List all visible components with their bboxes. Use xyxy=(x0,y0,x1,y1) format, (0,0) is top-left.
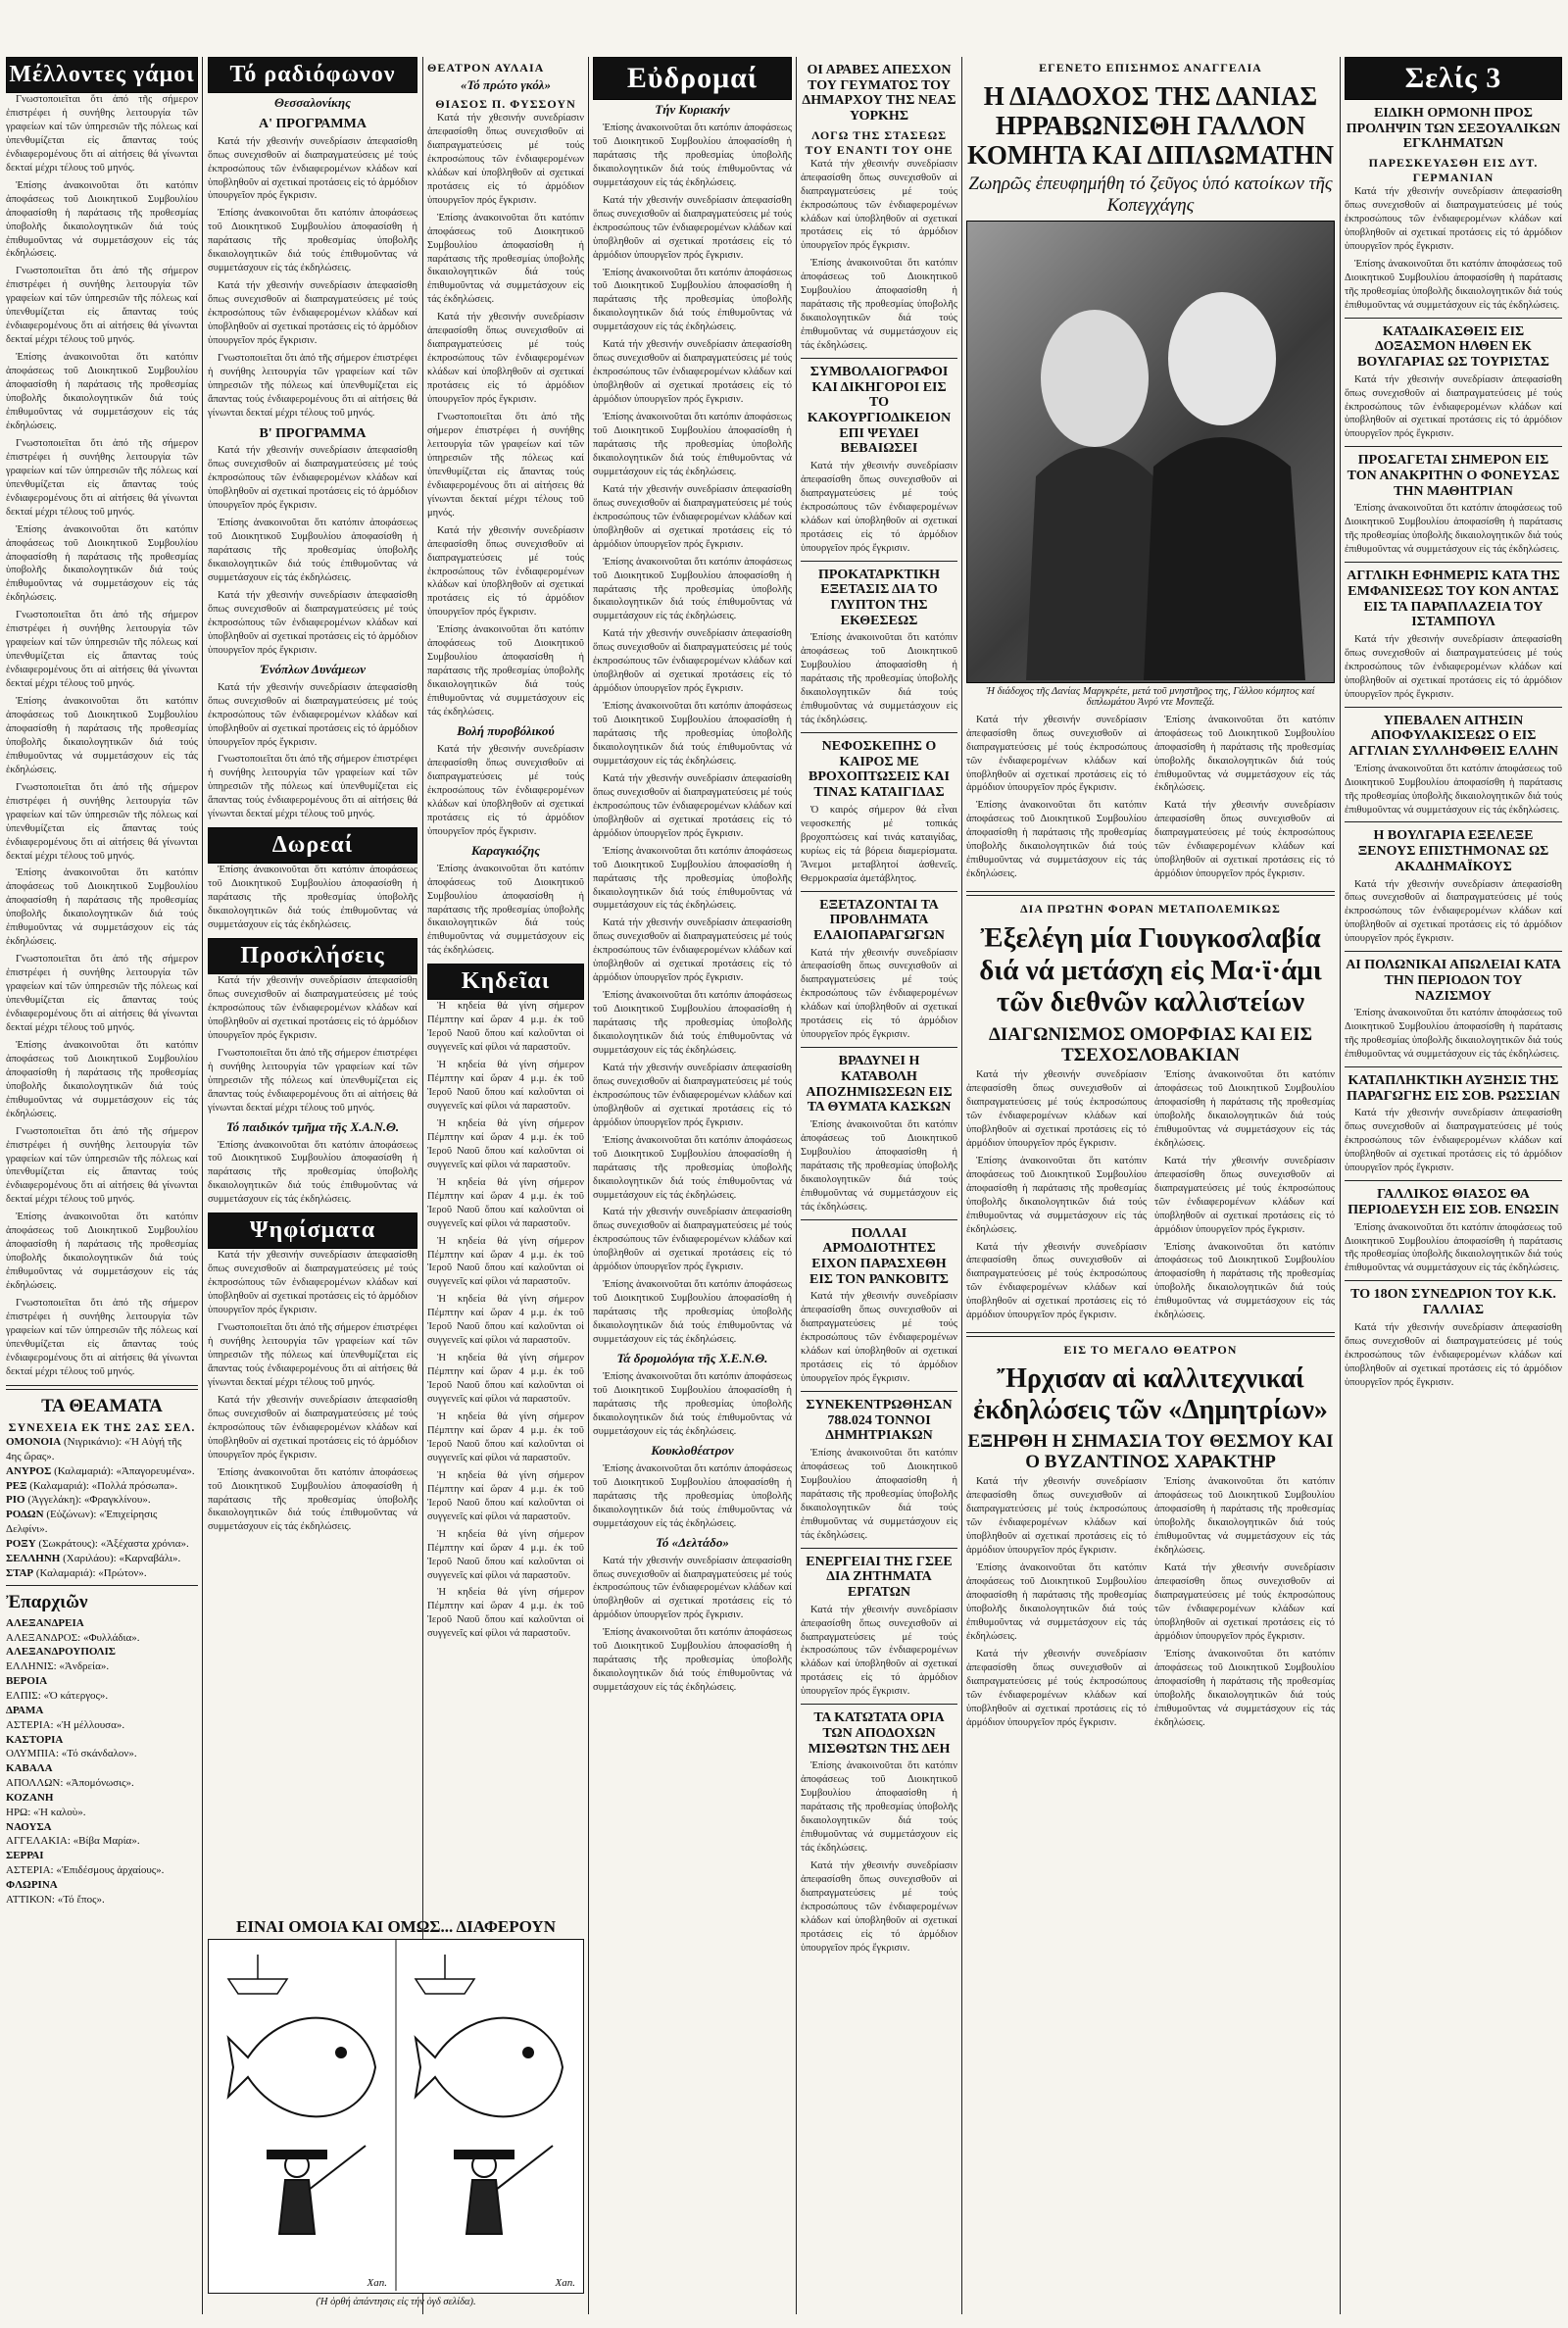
article-text: Κατά τήν χθεσινήν συνεδρίασιν ἀπεφασίσθη ὅπως συνεχισθοῦν αἱ διαπραγματεύσεις μέ τούς ἐκπροσώπους τῶν ἐνδιαφερομένων κλάδων καί ὑποβληθοῦν αἱ σχετικαί προτάσεις εἰς τό ἁρμόδιον ὑπουργεῖον πρός ἔγκρισιν. xyxy=(208,135,417,202)
column-rule xyxy=(796,57,797,2314)
article-text: Κατά τήν χθεσινήν συνεδρίασιν ἀπεφασίσθη ὅπως συνεχισθοῦν αἱ διαπραγματεύσεις μέ τούς ἐκπροσώπους τῶν ἐνδιαφερομένων κλάδων καί ὑποβληθοῦν αἱ σχετικαί προτάσεις εἰς τό ἁρμόδιον ὑπουργεῖον πρός ἔγκρισιν. xyxy=(966,1241,1147,1321)
article-text: Κατά τήν χθεσινήν συνεδρίασιν ἀπεφασίσθη ὅπως συνεχισθοῦν αἱ διαπραγματεύσεις μέ τούς ἐκπροσώπους τῶν ἐνδιαφερομένων κλάδων καί ὑποβληθοῦν αἱ σχετικαί προτάσεις εἰς τό ἁρμόδιον ὑπουργεῖον πρός ἔγκρισιν. xyxy=(593,339,792,406)
article-text: Κατά τήν χθεσινήν συνεδρίασιν ἀπεφασίσθη ὅπως συνεχισθοῦν αἱ διαπραγματεύσεις μέ τούς ἐκπροσώπους τῶν ἐνδιαφερομένων κλάδων καί ὑποβληθοῦν αἱ σχετικαί προτάσεις εἰς τό ἁρμόδιον ὑπουργεῖον πρός ἔγκρισιν. xyxy=(966,1648,1147,1728)
divider xyxy=(801,891,957,892)
article-text: Γνωστοποιεῖται ὅτι ἀπό τῆς σήμερον ἐπιστρέφει ἡ συνήθης λειτουργία τῶν γραφείων καί τῶν ὑπηρεσιῶν τῆς πόλεως καί ὑπενθυμίζεται εἰς ἅπαντας τούς ἐνδιαφερομένους ὅτι αἱ αἰτήσεις θά γίνωνται δεκταί μέχρι τέλους τοῦ μηνός. xyxy=(6,94,198,173)
radiophono-banner: Τό ραδιόφωνον xyxy=(208,57,417,93)
synexeia-kicker: ΣΥΝΕΧΕΙΑ ΕΚ ΤΗΣ 2ΑΣ ΣΕΛ. xyxy=(8,1420,196,1435)
article-text: Κατά τήν χθεσινήν συνεδρίασιν ἀπεφασίσθη ὅπως συνεχισθοῦν αἱ διαπραγματεύσεις μέ τούς ἐκπροσώπους τῶν ἐνδιαφερομένων κλάδων καί ὑποβληθοῦν αἱ σχετικαί προτάσεις εἰς τό ἁρμόδιον ὑπουργεῖον πρός ἔγκρισιν. xyxy=(966,1476,1147,1557)
article-text: Ἐπίσης ἀνακοινοῦται ὅτι κατόπιν ἀποφάσεως τοῦ Διοικητικοῦ Συμβουλίου ἀποφασίσθη ἡ παράτασις τῆς προθεσμίας ὑποβολῆς δικαιολογητικῶν διά τούς ἐπιθυμοῦντας νά συμμετάσχουν εἰς τάς ἐκδηλώσεις. xyxy=(801,1447,957,1541)
divider xyxy=(801,1704,957,1705)
article-text: Ἡ κηδεία θά γίνη σήμερον Πέμπτην καί ὥραν 4 μ.μ. ἐκ τοῦ Ἱεροῦ Ναοῦ ὅπου καί καλοῦνται οἱ συγγενεῖς καί φίλοι νά παραστοῦν. xyxy=(427,1294,584,1347)
orm-heading: ΕΙΔΙΚΗ ΟΡΜΟΝΗ ΠΡΟΣ ΠΡΟΛΗΨΙΝ ΤΩΝ ΣΕΞΟΥΑΛΙΚΩΝ ΕΓΚΛΗΜΑΤΩΝ xyxy=(1346,106,1561,152)
cartoon-block xyxy=(208,1911,584,2313)
article-text: Ἐπίσης ἀνακοινοῦται ὅτι κατόπιν ἀποφάσεως τοῦ Διοικητικοῦ Συμβουλίου ἀποφασίσθη ἡ παράτασις τῆς προθεσμίας ὑποβολῆς δικαιολογητικῶν διά τούς ἐπιθυμοῦντας νά συμμετάσχουν εἰς τάς ἐκδηλώσεις. xyxy=(593,1462,792,1529)
article-text: Κατά τήν χθεσινήν συνεδρίασιν ἀπεφασίσθη ὅπως συνεχισθοῦν αἱ διαπραγματεύσεις μέ τούς ἐκπροσώπους τῶν ἐνδιαφερομένων κλάδων καί ὑποβληθοῦν αἱ σχετικαί προτάσεις εἰς τό ἁρμόδιον ὑπουργεῖον πρός ἔγκρισιν. xyxy=(427,312,584,406)
article-text: Ἐπίσης ἀνακοινοῦται ὅτι κατόπιν ἀποφάσεως τοῦ Διοικητικοῦ Συμβουλίου ἀποφασίσθη ἡ παράτασις τῆς προθεσμίας ὑποβολῆς δικαιολογητικῶν διά τούς ἐπιθυμοῦντας νά συμμετάσχουν εἰς τάς ἐκδηλώσεις. xyxy=(593,1134,792,1201)
mellontes-gamoi-banner: Μέλλοντες γάμοι xyxy=(6,57,198,93)
center-text-columns xyxy=(966,714,1335,885)
divider xyxy=(1345,1180,1562,1181)
article-text: Ἐπίσης ἀνακοινοῦται ὅτι κατόπιν ἀποφάσεως τοῦ Διοικητικοῦ Συμβουλίου ἀποφασίσθη ἡ παράτασις τῆς προθεσμίας ὑποβολῆς δικαιολογητικῶν διά τούς ἐπιθυμοῦντας νά συμμετάσχουν εἰς τάς ἐκδηλώσεις. xyxy=(208,865,417,931)
article-text: Κατά τήν χθεσινήν συνεδρίασιν ἀπεφασίσθη ὅπως συνεχισθοῦν αἱ διαπραγματεύσεις μέ τούς ἐκπροσώπους τῶν ἐνδιαφερομένων κλάδων καί ὑποβληθοῦν αἱ σχετικαί προτάσεις εἰς τό ἁρμόδιον ὑπουργεῖον πρός ἔγκρισιν. xyxy=(208,681,417,748)
article-text: Ἐπίσης ἀνακοινοῦται ὅτι κατόπιν ἀποφάσεως τοῦ Διοικητικοῦ Συμβουλίου ἀποφασίσθη ἡ παράτασις τῆς προθεσμίας ὑποβολῆς δικαιολογητικῶν διά τούς ἐπιθυμοῦντας νά συμμετάσχουν εἰς τάς ἐκδηλώσεις. xyxy=(1345,763,1562,816)
article-text: Ἐπίσης ἀνακοινοῦται ὅτι κατόπιν ἀποφάσεως τοῦ Διοικητικοῦ Συμβουλίου ἀποφασίσθη ἡ παράτασις τῆς προθεσμίας ὑποβολῆς δικαιολογητικῶν διά τούς ἐπιθυμοῦντας νά συμμετάσχουν εἰς τάς ἐκδηλώσεις. xyxy=(593,1371,792,1437)
list-item: ΣΕΡΡΑΙ ΑΣΤΕΡΙΑ: «Ἐπιδέσμους ἀρχαίους». xyxy=(6,1850,165,1877)
cartoon-signature: Xan. xyxy=(367,2277,387,2290)
article-text: Ἡ κηδεία θά γίνη σήμερον Πέμπτην καί ὥραν 4 μ.μ. ἐκ τοῦ Ἱεροῦ Ναοῦ ὅπου καί καλοῦνται οἱ συγγενεῖς καί φίλοι νά παραστοῦν. xyxy=(427,1528,584,1581)
cartoon-signature: Xan. xyxy=(555,2277,575,2290)
theamata-heading: ΤΑ ΘΕΑΜΑΤΑ xyxy=(41,1395,163,1416)
article-text: Κατά τήν χθεσινήν συνεδρίασιν ἀπεφασίσθη ὅπως συνεχισθοῦν αἱ διαπραγματεύσεις μέ τούς ἐκπροσώπους τῶν ἐνδιαφερομένων κλάδων καί ὑποβληθοῦν αἱ σχετικαί προτάσεις εἰς τό ἁρμόδιον ὑπουργεῖον πρός ἔγκρισιν. xyxy=(208,1394,417,1461)
eparxion-list xyxy=(6,1616,198,1907)
voulgaria-heading: Η ΒΟΥΛΓΑΡΙΑ ΕΞΕΛΕΞΕ ΞΕΝΟΥΣ ΕΠΙΣΤΗΜΟΝΑΣ ΩΣ ΑΚΑΔΗΜΑΪΚΟΥΣ xyxy=(1357,828,1549,874)
article-text: Ἐπίσης ἀνακοινοῦται ὅτι κατόπιν ἀποφάσεως τοῦ Διοικητικοῦ Συμβουλίου ἀποφασίσθη ἡ παράτασις τῆς προθεσμίας ὑποβολῆς δικαιολογητικῶν διά τούς ἐπιθυμοῦντας νά συμμετάσχουν εἰς τάς ἐκδηλώσεις. xyxy=(593,412,792,477)
boat-right-icon xyxy=(416,1955,474,1994)
list-item: ΡΟΞΥ (Σωκράτους): «Ἀξέχαστα χρόνια». xyxy=(6,1537,189,1550)
article-text: Κατά τήν χθεσινήν συνεδρίασιν ἀπεφασίσθη ὅπως συνεχισθοῦν αἱ διαπραγματεύσεις μέ τούς ἐκπροσώπους τῶν ἐνδιαφερομένων κλάδων καί ὑποβληθοῦν αἱ σχετικαί προτάσεις εἰς τό ἁρμόδιον ὑπουργεῖον πρός ἔγκρισιν. xyxy=(208,445,417,512)
article-text: Γνωστοποιεῖται ὅτι ἀπό τῆς σήμερον ἐπιστρέφει ἡ συνήθης λειτουργία τῶν γραφείων καί τῶν ὑπηρεσιῶν τῆς πόλεως καί ὑπενθυμίζεται εἰς ἅπαντας τούς ἐνδιαφερομένους ὅτι αἱ αἰτήσεις θά γίνωνται δεκταί μέχρι τέλους τοῦ μηνός. xyxy=(6,1125,198,1206)
synedrion-heading: ΤΟ 18ΟΝ ΣΥΝΕΔΡΙΟΝ ΤΟΥ Κ.Κ. ΓΑΛΛΙΑΣ xyxy=(1350,1287,1556,1318)
article-text: Ἐπίσης ἀνακοινοῦται ὅτι κατόπιν ἀποφάσεως τοῦ Διοικητικοῦ Συμβουλίου ἀποφασίσθη ἡ παράτασις τῆς προθεσμίας ὑποβολῆς δικαιολογητικῶν διά τούς ἐπιθυμοῦντας νά συμμετάσχουν εἰς τάς ἐκδηλώσεις. xyxy=(801,632,957,726)
article-text: Ἐπίσης ἀνακοινοῦται ὅτι κατόπιν ἀποφάσεως τοῦ Διοικητικοῦ Συμβουλίου ἀποφασίσθη ἡ παράτασις τῆς προθεσμίας ὑποβολῆς δικαιολογητικῶν διά τούς ἐπιθυμοῦντας νά συμμετάσχουν εἰς τάς ἐκδηλώσεις. xyxy=(801,258,957,352)
fisherman-right-icon xyxy=(455,2146,553,2234)
article-text: Κατά τήν χθεσινήν συνεδρίασιν ἀπεφασίσθη ὅπως συνεχισθοῦν αἱ διαπραγματεύσεις μέ τούς ἐκπροσώπους τῶν ἐνδιαφερομένων κλάδων καί ὑποβληθοῦν αἱ σχετικαί προτάσεις εἰς τό ἁρμόδιον ὑπουργεῖον πρός ἔγκρισιν. xyxy=(593,917,792,984)
divider xyxy=(801,1047,957,1048)
b-program-heading: Β' ΠΡΟΓΡΑΜΜΑ xyxy=(259,425,367,441)
egeneto-kicker: ΕΓΕΝΕΤΟ ΕΠΙΣΗΜΟΣ ΑΝΑΓΓΕΛΙΑ xyxy=(1039,61,1262,74)
couple-icon xyxy=(967,222,1334,680)
list-item: ΡΕΞ (Καλαμαριά): «Πολλά πρόσωπα». xyxy=(6,1479,178,1492)
theamata-list xyxy=(6,1435,198,1580)
article-text: Κατά τήν χθεσινήν συνεδρίασιν ἀπεφασίσθη ὅπως συνεχισθοῦν αἱ διαπραγματεύσεις μέ τούς ἐκπροσώπους τῶν ἐνδιαφερομένων κλάδων καί ὑποβληθοῦν αἱ σχετικαί προτάσεις εἰς τό ἁρμόδιον ὑπουργεῖον πρός ἔγκρισιν. xyxy=(1345,373,1562,440)
cartoon-drawing xyxy=(209,1940,583,2291)
evdromai-sub: Τήν Κυριακήν xyxy=(655,102,730,117)
megalo-theatro-kicker: ΕΙΣ ΤΟ ΜΕΓΑΛΟ ΘΕΑΤΡΟΝ xyxy=(1063,1343,1238,1358)
article-text: Ἐπίσης ἀνακοινοῦται ὅτι κατόπιν ἀποφάσεως τοῦ Διοικητικοῦ Συμβουλίου ἀποφασίσθη ἡ παράτασις τῆς προθεσμίας ὑποβολῆς δικαιολογητικῶν διά τούς ἐπιθυμοῦντας νά συμμετάσχουν εἰς τάς ἐκδηλώσεις. xyxy=(593,123,792,188)
dia-proti-kicker: ΔΙΑ ΠΡΩΤΗΝ ΦΟΡΑΝ ΜΕΤΑΠΟΛΕΜΙΚΩΣ xyxy=(1020,902,1281,916)
article-text: Κατά τήν χθεσινήν συνεδρίασιν ἀπεφασίσθη ὅπως συνεχισθοῦν αἱ διαπραγματεύσεις μέ τούς ἐκπροσώπους τῶν ἐνδιαφερομένων κλάδων καί ὑποβληθοῦν αἱ σχετικαί προτάσεις εἰς τό ἁρμόδιον ὑπουργεῖον πρός ἔγκρισιν. xyxy=(1345,1321,1562,1388)
article-text: Κατά τήν χθεσινήν συνεδρίασιν ἀπεφασίσθη ὅπως συνεχισθοῦν αἱ διαπραγματεύσεις μέ τούς ἐκπροσώπους τῶν ἐνδιαφερομένων κλάδων καί ὑποβληθοῦν αἱ σχετικαί προτάσεις εἰς τό ἁρμόδιον ὑπουργεῖον πρός ἔγκρισιν. xyxy=(593,1207,792,1273)
article-text: Ἐπίσης ἀνακοινοῦται ὅτι κατόπιν ἀποφάσεως τοῦ Διοικητικοῦ Συμβουλίου ἀποφασίσθη ἡ παράτασις τῆς προθεσμίας ὑποβολῆς δικαιολογητικῶν διά τούς ἐπιθυμοῦντας νά συμμετάσχουν εἰς τάς ἐκδηλώσεις. xyxy=(593,845,792,912)
royal-couple-photo xyxy=(966,221,1335,683)
katotata-heading: ΤΑ ΚΑΤΩΤΑΤΑ ΟΡΙΑ ΤΩΝ ΑΠΟΔΟΧΩΝ ΜΙΣΘΩΤΩΝ ΤΗΣ ΔΕΗ xyxy=(808,1710,951,1757)
exirthi-heading: ΕΞΗΡΘΗ Η ΣΗΜΑΣΙΑ ΤΟΥ ΘΕΣΜΟΥ ΚΑΙ Ο ΒΥΖΑΝΤΙΝΟΣ ΧΑΡΑΚΤΗΡ xyxy=(967,1430,1334,1473)
article-text: Ἐπίσης ἀνακοινοῦται ὅτι κατόπιν ἀποφάσεως τοῦ Διοικητικοῦ Συμβουλίου ἀποφασίσθη ἡ παράτασις τῆς προθεσμίας ὑποβολῆς δικαιολογητικῶν διά τούς ἐπιθυμοῦντας νά συμμετάσχουν εἰς τάς ἐκδηλώσεις. xyxy=(593,556,792,622)
article-text: Ἡ κηδεία θά γίνη σήμερον Πέμπτην καί ὥραν 4 μ.μ. ἐκ τοῦ Ἱεροῦ Ναοῦ ὅπου καί καλοῦνται οἱ συγγενεῖς καί φίλοι νά παραστοῦν. xyxy=(427,1060,584,1112)
divider xyxy=(801,1391,957,1392)
divider xyxy=(801,358,957,359)
boat-left-icon xyxy=(228,1955,287,1994)
list-item: ΔΡΑΜΑ ΑΣΤΕΡΙΑ: «Ἡ μέλλουσα». xyxy=(6,1704,125,1731)
eparxion-heading: Ἐπαρχιῶν xyxy=(6,1592,88,1613)
katapliktiki-heading: ΚΑΤΑΠΛΗΚΤΙΚΗ ΑΥΞΗΣΙΣ ΤΗΣ ΠΑΡΑΓΩΓΗΣ ΕΙΣ ΣΟΒ. ΡΩΣΣΙΑΝ xyxy=(1347,1073,1560,1104)
article-text: Ἐπίσης ἀνακοινοῦται ὅτι κατόπιν ἀποφάσεως τοῦ Διοικητικοῦ Συμβουλίου ἀποφασίσθη ἡ παράτασις τῆς προθεσμίας ὑποβολῆς δικαιολογητικῶν διά τούς ἐπιθυμοῦντας νά συμμετάσχουν εἰς τάς ἐκδηλώσεις. xyxy=(593,1627,792,1694)
column-rule xyxy=(202,57,203,2314)
radiophono-sub: Θεσσαλονίκης xyxy=(274,95,351,110)
prokatarktiki-heading: ΠΡΟΚΑΤΑΡΚΤΙΚΗ ΕΞΕΤΑΣΙΣ ΔΙΑ ΤΟ ΓΛΥΠΤΟΝ ΤΗΣ ΕΚΘΕΣΕΩΣ xyxy=(817,567,941,628)
divider xyxy=(966,891,1335,896)
article-text: Γνωστοποιεῖται ὅτι ἀπό τῆς σήμερον ἐπιστρέφει ἡ συνήθης λειτουργία τῶν γραφείων καί τῶν ὑπηρεσιῶν τῆς πόλεως καί ὑπενθυμίζεται εἰς ἅπαντας τούς ἐνδιαφερομένους ὅτι αἱ αἰτήσεις θά γίνωνται δεκταί μέχρι τέλους τοῦ μηνός. xyxy=(208,754,417,820)
article-text: Ἡ κηδεία θά γίνη σήμερον Πέμπτην καί ὥραν 4 μ.μ. ἐκ τοῦ Ἱεροῦ Ναοῦ ὅπου καί καλοῦνται οἱ συγγενεῖς καί φίλοι νά παραστοῦν. xyxy=(427,1176,584,1229)
fisherman-left-icon xyxy=(268,2146,366,2234)
divider xyxy=(801,732,957,733)
article-text: Γνωστοποιεῖται ὅτι ἀπό τῆς σήμερον ἐπιστρέφει ἡ συνήθης λειτουργία τῶν γραφείων καί τῶν ὑπηρεσιῶν τῆς πόλεως καί ὑπενθυμίζεται εἰς ἅπαντας τούς ἐνδιαφερομένους ὅτι αἱ αἰτήσεις θά γίνωνται δεκταί μέχρι τέλους τοῦ μηνός. xyxy=(6,1298,198,1377)
column-1 xyxy=(6,57,198,2314)
article-text: Ἡ κηδεία θά γίνη σήμερον Πέμπτην καί ὥραν 4 μ.μ. ἐκ τοῦ Ἱεροῦ Ναοῦ ὅπου καί καλοῦνται οἱ συγγενεῖς καί φίλοι νά παραστοῦν. xyxy=(427,1412,584,1463)
synkentrothisan-heading: ΣΥΝΕΚΕΝΤΡΩΘΗΣΑΝ 788.024 ΤΟΝΝΟΙ ΔΗΜΗΤΡΙΑΚΩΝ xyxy=(806,1397,953,1444)
article-text: Γνωστοποιεῖται ὅτι ἀπό τῆς σήμερον ἐπιστρέφει ἡ συνήθης λειτουργία τῶν γραφείων καί τῶν ὑπηρεσιῶν τῆς πόλεως καί ὑπενθυμίζεται εἰς ἅπαντας τούς ἐνδιαφερομένους ὅτι αἱ αἰτήσεις θά γίνωνται δεκταί μέχρι τέλους τοῦ μηνός. xyxy=(427,412,584,519)
selis-banner: Σελίς 3 xyxy=(1345,57,1562,100)
dromologia-heading: Τά δρομολόγια τῆς Χ.Ε.Ν.Θ. xyxy=(616,1351,768,1366)
article-text: Κατά τήν χθεσινήν συνεδρίασιν ἀπεφασίσθη ὅπως συνεχισθοῦν αἱ διαπραγματεύσεις μέ τούς ἐκπροσώπους τῶν ἐνδιαφερομένων κλάδων καί ὑποβληθοῦν αἱ σχετικαί προτάσεις εἰς τό ἁρμόδιον ὑπουργεῖον πρός ἔγκρισιν. xyxy=(427,743,584,837)
article-text: Κατά τήν χθεσινήν συνεδρίασιν ἀπεφασίσθη ὅπως συνεχισθοῦν αἱ διαπραγματεύσεις μέ τούς ἐκπροσώπους τῶν ἐνδιαφερομένων κλάδων καί ὑποβληθοῦν αἱ σχετικαί προτάσεις εἰς τό ἁρμόδιον ὑπουργεῖον πρός ἔγκρισιν. xyxy=(208,280,417,347)
proto-gkol-title: «Τό πρώτο γκόλ» xyxy=(461,77,551,92)
article-text: Ἐπίσης ἀνακοινοῦται ὅτι κατόπιν ἀποφάσεως τοῦ Διοικητικοῦ Συμβουλίου ἀποφασίσθη ἡ παράτασις τῆς προθεσμίας ὑποβολῆς δικαιολογητικῶν διά τούς ἐπιθυμοῦντας νά συμμετάσχουν εἰς τάς ἐκδηλώσεις. xyxy=(1345,503,1562,556)
center-story xyxy=(966,57,1335,2314)
theatron-kicker: ΘΕΑΤΡΟΝ ΑΥΛΑΙΑ xyxy=(427,61,545,74)
article-text: Ἐπίσης ἀνακοινοῦται ὅτι κατόπιν ἀποφάσεως τοῦ Διοικητικοῦ Συμβουλίου ἀποφασίσθη ἡ παράτασις τῆς προθεσμίας ὑποβολῆς δικαιολογητικῶν διά τούς ἐπιθυμοῦντας νά συμμετάσχουν εἰς τάς ἐκδηλώσεις. xyxy=(208,208,417,274)
article-text: Ἐπίσης ἀνακοινοῦται ὅτι κατόπιν ἀποφάσεως τοῦ Διοικητικοῦ Συμβουλίου ἀποφασίσθη ἡ παράτασις τῆς προθεσμίας ὑποβολῆς δικαιολογητικῶν διά τούς ἐπιθυμοῦντας νά συμμετάσχουν εἰς τάς ἐκδηλώσεις. xyxy=(1154,1648,1335,1728)
list-item: ΚΟΖΑΝΗ ΗΡΩ: «Ἡ καλοὺ». xyxy=(6,1791,86,1818)
article-text: Ἐπίσης ἀνακοινοῦται ὅτι κατόπιν ἀποφάσεως τοῦ Διοικητικοῦ Συμβουλίου ἀποφασίσθη ἡ παράτασις τῆς προθεσμίας ὑποβολῆς δικαιολογητικῶν διά τούς ἐπιθυμοῦντας νά συμμετάσχουν εἰς τάς ἐκδηλώσεις. xyxy=(208,518,417,583)
kideiai-banner: Κηδεῖαι xyxy=(427,964,584,1000)
prosagetai-heading: ΠΡΟΣΑΓΕΤΑΙ ΣΗΜΕΡΟΝ ΕΙΣ ΤΟΝ ΑΝΑΚΡΙΤΗΝ Ο ΦΟΝΕΥΣΑΣ ΤΗΝ ΜΑΘΗΤΡΙΑΝ xyxy=(1347,453,1560,499)
divider xyxy=(6,1385,198,1390)
divider xyxy=(1345,951,1562,952)
article-text: Ἐπίσης ἀνακοινοῦται ὅτι κατόπιν ἀποφάσεως τοῦ Διοικητικοῦ Συμβουλίου ἀποφασίσθη ἡ παράτασις τῆς προθεσμίας ὑποβολῆς δικαιολογητικῶν διά τούς ἐπιθυμοῦντας νά συμμετάσχουν εἰς τάς ἐκδηλώσεις. xyxy=(208,1139,417,1206)
article-text: Κατά τήν χθεσινήν συνεδρίασιν ἀπεφασίσθη ὅπως συνεχισθοῦν αἱ διαπραγματεύσεις μέ τούς ἐκπροσώπους τῶν ἐνδιαφερομένων κλάδων καί ὑποβληθοῦν αἱ σχετικαί προτάσεις εἰς τό ἁρμόδιον ὑπουργεῖον πρός ἔγκρισιν. xyxy=(208,1250,417,1316)
article-text: Ἐπίσης ἀνακοινοῦται ὅτι κατόπιν ἀποφάσεως τοῦ Διοικητικοῦ Συμβουλίου ἀποφασίσθη ἡ παράτασις τῆς προθεσμίας ὑποβολῆς δικαιολογητικῶν διά τούς ἐπιθυμοῦντας νά συμμετάσχουν εἰς τάς ἐκδηλώσεις. xyxy=(208,1466,417,1533)
column-rule xyxy=(1340,57,1341,2314)
article-text: Κατά τήν χθεσινήν συνεδρίασιν ἀπεφασίσθη ὅπως συνεχισθοῦν αἱ διαπραγματεύσεις μέ τούς ἐκπροσώπους τῶν ἐνδιαφερομένων κλάδων καί ὑποβληθοῦν αἱ σχετικαί προτάσεις εἰς τό ἁρμόδιον ὑπουργεῖον πρός ἔγκρισιν. xyxy=(427,113,584,206)
anglikh-heading: ΑΓΓΛΙΚΗ ΕΦΗΜΕΡΙΣ ΚΑΤΑ ΤΗΣ ΕΜΦΑΝΙΣΕΩΣ ΤΟΥ ΚΟΝ ΑΝΤΑΣ ΕΙΣ ΤΑ ΠΑΡΑΠΛΑΖΕΙΑ ΤΟΥ ΙΣΤΑΜΠΟΥΛ xyxy=(1347,569,1560,630)
article-text: Ἐπίσης ἀνακοινοῦται ὅτι κατόπιν ἀποφάσεως τοῦ Διοικητικοῦ Συμβουλίου ἀποφασίσθη ἡ παράτασις τῆς προθεσμίας ὑποβολῆς δικαιολογητικῶν διά τούς ἐπιθυμοῦντας νά συμμετάσχουν εἰς τάς ἐκδηλώσεις. xyxy=(1345,258,1562,311)
article-text: Ἡ κηδεία θά γίνη σήμερον Πέμπτην καί ὥραν 4 μ.μ. ἐκ τοῦ Ἱεροῦ Ναοῦ ὅπου καί καλοῦνται οἱ συγγενεῖς καί φίλοι νά παραστοῦν. xyxy=(427,1587,584,1640)
symvolaiografoi-heading: ΣΥΜΒΟΛΑΙΟΓΡΑΦΟΙ ΚΑΙ ΔΙΚΗΓΟΡΟΙ ΕΙΣ ΤΟ ΚΑΚΟΥΡΓΙΟΔΙΚΕΙΟΝ ΕΠΙ ΨΕΥΔΕΙ ΒΕΒΑΙΩΣΕΙ xyxy=(807,365,952,457)
list-item: ΟΜΟΝΟΙΑ (Νιγρικάνιο): «Ἡ Αὐγή τῆς 4ης ὥρας». xyxy=(6,1436,182,1462)
prosklhseis-banner: Προσκλήσεις xyxy=(208,938,417,974)
divider xyxy=(1345,1066,1562,1067)
article-text: Κατά τήν χθεσινήν συνεδρίασιν ἀπεφασίσθη ὅπως συνεχισθοῦν αἱ διαπραγματεύσεις μέ τούς ἐκπροσώπους τῶν ἐνδιαφερομένων κλάδων καί ὑποβληθοῦν αἱ σχετικαί προτάσεις εἰς τό ἁρμόδιον ὑπουργεῖον πρός ἔγκρισιν. xyxy=(593,1062,792,1128)
article-text: Ἡ κηδεία θά γίνη σήμερον Πέμπτην καί ὥραν 4 μ.μ. ἐκ τοῦ Ἱεροῦ Ναοῦ ὅπου καί καλοῦνται οἱ συγγενεῖς καί φίλοι νά παραστοῦν. xyxy=(427,1469,584,1522)
polonikai-heading: ΑΙ ΠΟΛΩΝΙΚΑΙ ΑΠΩΛΕΙΑΙ ΚΑΤΑ ΤΗΝ ΠΕΡΙΟΔΟΝ ΤΟΥ ΝΑΖΙΣΜΟΥ xyxy=(1346,958,1561,1004)
article-text: Κατά τήν χθεσινήν συνεδρίασιν ἀπεφασίσθη ὅπως συνεχισθοῦν αἱ διαπραγματεύσεις μέ τούς ἐκπροσώπους τῶν ἐνδιαφερομένων κλάδων καί ὑποβληθοῦν αἱ σχετικαί προτάσεις εἰς τό ἁρμόδιον ὑπουργεῖον πρός ἔγκρισιν. xyxy=(801,1604,957,1698)
article-text: Ἐπίσης ἀνακοινοῦται ὅτι κατόπιν ἀποφάσεως τοῦ Διοικητικοῦ Συμβουλίου ἀποφασίσθη ἡ παράτασις τῆς προθεσμίας ὑποβολῆς δικαιολογητικῶν διά τούς ἐπιθυμοῦντας νά συμμετάσχουν εἰς τάς ἐκδηλώσεις. xyxy=(6,867,198,948)
divider xyxy=(1345,1280,1562,1281)
list-item: ΡΟΔΩΝ (Εὐζώνων): «Ἐπιχείρησις Δελφίνι». xyxy=(6,1509,158,1536)
article-text: Κατά τήν χθεσινήν συνεδρίασιν ἀπεφασίσθη ὅπως συνεχισθοῦν αἱ διαπραγματεύσεις μέ τούς ἐκπροσώπους τῶν ἐνδιαφερομένων κλάδων καί ὑποβληθοῦν αἱ σχετικαί προτάσεις εἰς τό ἁρμόδιον ὑπουργεῖον πρός ἔγκρισιν. xyxy=(801,1859,957,1954)
article-text: Γνωστοποιεῖται ὅτι ἀπό τῆς σήμερον ἐπιστρέφει ἡ συνήθης λειτουργία τῶν γραφείων καί τῶν ὑπηρεσιῶν τῆς πόλεως καί ὑπενθυμίζεται εἰς ἅπαντας τούς ἐνδιαφερομένους ὅτι αἱ αἰτήσεις θά γίνωνται δεκταί μέχρι τέλους τοῦ μηνός. xyxy=(6,954,198,1033)
list-item: ΝΑΟΥΣΑ ΑΓΓΕΛΑΚΙΑ: «Βίβα Μαρία». xyxy=(6,1820,140,1848)
list-item: ΣΤΑΡ (Καλαμαριά): «Πρώτον». xyxy=(6,1566,147,1579)
article-text: Γνωστοποιεῖται ὅτι ἀπό τῆς σήμερον ἐπιστρέφει ἡ συνήθης λειτουργία τῶν γραφείων καί τῶν ὑπηρεσιῶν τῆς πόλεως καί ὑπενθυμίζεται εἰς ἅπαντας τούς ἐνδιαφερομένους ὅτι αἱ αἰτήσεις θά γίνωνται δεκταί μέχρι τέλους τοῦ μηνός. xyxy=(6,610,198,690)
gallikos-heading: ΓΑΛΛΙΚΟΣ ΘΙΑΣΟΣ ΘΑ ΠΕΡΙΟΔΕΥΣΗ ΕΙΣ ΣΟΒ. ΕΝΩΣΙΝ xyxy=(1348,1187,1559,1217)
karagiozis-heading: Καραγκιόζης xyxy=(470,842,541,858)
cartoon-title: ΕΙΝΑΙ ΟΜΟΙΑ ΚΑΙ ΟΜΩΣ... ΔΙΑΦΕΡΟΥΝ xyxy=(236,1917,556,1936)
article-text: Κατά τήν χθεσινήν συνεδρίασιν ἀπεφασίσθη ὅπως συνεχισθοῦν αἱ διαπραγματεύσεις μέ τούς ἐκπροσώπους τῶν ἐνδιαφερομένων κλάδων καί ὑποβληθοῦν αἱ σχετικαί προτάσεις εἰς τό ἁρμόδιον ὑπουργεῖον πρός ἔγκρισιν. xyxy=(1154,800,1335,880)
article-text: Ἡ κηδεία θά γίνη σήμερον Πέμπτην καί ὥραν 4 μ.μ. ἐκ τοῦ Ἱεροῦ Ναοῦ ὅπου καί καλοῦνται οἱ συγγενεῖς καί φίλοι νά παραστοῦν. xyxy=(427,1353,584,1406)
article-text: Ἐπίσης ἀνακοινοῦται ὅτι κατόπιν ἀποφάσεως τοῦ Διοικητικοῦ Συμβουλίου ἀποφασίσθη ἡ παράτασις τῆς προθεσμίας ὑποβολῆς δικαιολογητικῶν διά τούς ἐπιθυμοῦντας νά συμμετάσχουν εἰς τάς ἐκδηλώσεις. xyxy=(1345,1221,1562,1274)
list-item: ΒΕΡΟΙΑ ΕΛΠΙΣ: «Ὁ κάτεργος». xyxy=(6,1675,109,1702)
photo-caption: Ἡ διάδοχος τῆς Δανίας Μαργκρέτε, μετά τοῦ μνηστῆρος της, Γάλλου κόμητος καί διπλωμάτου Ἀνρύ ντε Μονπεζά. xyxy=(986,685,1315,708)
article-text: Ἐπίσης ἀνακοινοῦται ὅτι κατόπιν ἀποφάσεως τοῦ Διοικητικοῦ Συμβουλίου ἀποφασίσθη ἡ παράτασις τῆς προθεσμίας ὑποβολῆς δικαιολογητικῶν διά τούς ἐπιθυμοῦντας νά συμμετάσχουν εἰς τάς ἐκδηλώσεις. xyxy=(6,179,198,260)
article-text: Γνωστοποιεῖται ὅτι ἀπό τῆς σήμερον ἐπιστρέφει ἡ συνήθης λειτουργία τῶν γραφείων καί τῶν ὑπηρεσιῶν τῆς πόλεως καί ὑπενθυμίζεται εἰς ἅπαντας τούς ἐνδιαφερομένους ὅτι αἱ αἰτήσεις θά γίνωνται δεκταί μέχρι τέλους τοῦ μηνός. xyxy=(208,352,417,419)
article-text: Ἐπίσης ἀνακοινοῦται ὅτι κατόπιν ἀποφάσεως τοῦ Διοικητικοῦ Συμβουλίου ἀποφασίσθη ἡ παράτασις τῆς προθεσμίας ὑποβολῆς δικαιολογητικῶν διά τούς ἐπιθυμοῦντας νά συμμετάσχουν εἰς τάς ἐκδηλώσεις. xyxy=(801,1760,957,1855)
article-text: Ἐπίσης ἀνακοινοῦται ὅτι κατόπιν ἀποφάσεως τοῦ Διοικητικοῦ Συμβουλίου ἀποφασίσθη ἡ παράτασις τῆς προθεσμίας ὑποβολῆς δικαιολογητικῶν διά τούς ἐπιθυμοῦντας νά συμμετάσχουν εἰς τάς ἐκδηλώσεις. xyxy=(1154,1069,1335,1149)
katadikastheis-heading: ΚΑΤΑΔΙΚΑΣΘΕΙΣ ΕΙΣ ΔΟΞΑΣΜΟΝ ΗΛΘΕΝ ΕΚ ΒΟΥΛΓΑΡΙΑΣ ΩΣ ΤΟΥΡΙΣΤΑΣ xyxy=(1357,323,1549,370)
article-text: Ἐπίσης ἀνακοινοῦται ὅτι κατόπιν ἀποφάσεως τοῦ Διοικητικοῦ Συμβουλίου ἀποφασίσθη ἡ παράτασις τῆς προθεσμίας ὑποβολῆς δικαιολογητικῶν διά τούς ἐπιθυμοῦντας νά συμμετάσχουν εἰς τάς ἐκδηλώσεις. xyxy=(1154,1241,1335,1321)
exetazontai-heading: ΕΞΕΤΑΖΟΝΤΑΙ ΤΑ ΠΡΟΒΛΗΜΑΤΑ ΕΛΑΙΟΠΑΡΑΓΩΓΩΝ xyxy=(813,897,945,943)
article-text: Ἐπίσης ἀνακοινοῦται ὅτι κατόπιν ἀποφάσεως τοῦ Διοικητικοῦ Συμβουλίου ἀποφασίσθη ἡ παράτασις τῆς προθεσμίας ὑποβολῆς δικαιολογητικῶν διά τούς ἐπιθυμοῦντας νά συμμετάσχουν εἰς τάς ἐκδηλώσεις. xyxy=(1154,714,1335,794)
article-text: Κατά τήν χθεσινήν συνεδρίασιν ἀπεφασίσθη ὅπως συνεχισθοῦν αἱ διαπραγματεύσεις μέ τούς ἐκπροσώπους τῶν ἐνδιαφερομένων κλάδων καί ὑποβληθοῦν αἱ σχετικαί προτάσεις εἰς τό ἁρμόδιον ὑπουργεῖον πρός ἔγκρισιν. xyxy=(1345,633,1562,700)
list-item: ΑΝΥΡΟΣ (Καλαμαριά): «Ἀπαγορευμένα». xyxy=(6,1464,195,1477)
list-item: ΑΛΕΞΑΝΔΡΟΥΠΟΛΙΣ ΕΛΛΗΝΙΣ: «Ἀνδρεία». xyxy=(6,1646,116,1673)
article-text: Ἐπίσης ἀνακοινοῦται ὅτι κατόπιν ἀποφάσεως τοῦ Διοικητικοῦ Συμβουλίου ἀποφασίσθη ἡ παράτασις τῆς προθεσμίας ὑποβολῆς δικαιολογητικῶν διά τούς ἐπιθυμοῦντας νά συμμετάσχουν εἰς τάς ἐκδηλώσεις. xyxy=(801,1118,957,1213)
column-2 xyxy=(208,57,417,1907)
energeiai-heading: ΕΝΕΡΓΕΙΑΙ ΤΗΣ ΓΣΕΕ ΔΙΑ ΖΗΤΗΜΑΤΑ ΕΡΓΑΤΩΝ xyxy=(806,1554,953,1600)
article-text: Κατά τήν χθεσινήν συνεδρίασιν ἀπεφασίσθη ὅπως συνεχισθοῦν αἱ διαπραγματεύσεις μέ τούς ἐκπροσώπους τῶν ἐνδιαφερομένων κλάδων καί ὑποβληθοῦν αἱ σχετικαί προτάσεις εἰς τό ἁρμόδιον ὑπουργεῖον πρός ἔγκρισιν. xyxy=(593,1555,792,1621)
diagonismos-heading: ΔΙΑΓΩΝΙΣΜΟΣ ΟΜΟΡΦΙΑΣ ΚΑΙ ΕΙΣ ΤΣΕΧΟΣΛΟΒΑΚΙΑΝ xyxy=(988,1023,1313,1065)
list-item: ΚΑΒΑΛΑ ΑΠΟΛΛΩΝ: «Ἀπομόνωσις». xyxy=(6,1762,134,1790)
article-text: Κατά τήν χθεσινήν συνεδρίασιν ἀπεφασίσθη ὅπως συνεχισθοῦν αἱ διαπραγματεύσεις μέ τούς ἐκπροσώπους τῶν ἐνδιαφερομένων κλάδων καί ὑποβληθοῦν αἱ σχετικαί προτάσεις εἰς τό ἁρμόδιον ὑπουργεῖον πρός ἔγκρισιν. xyxy=(966,714,1147,794)
article-text: Κατά τήν χθεσινήν συνεδρίασιν ἀπεφασίσθη ὅπως συνεχισθοῦν αἱ διαπραγματεύσεις μέ τούς ἐκπροσώπους τῶν ἐνδιαφερομένων κλάδων καί ὑποβληθοῦν αἱ σχετικαί προτάσεις εἰς τό ἁρμόδιον ὑπουργεῖον πρός ἔγκρισιν. xyxy=(1345,186,1562,252)
koukloteatro-heading: Κουκλοθέατρον xyxy=(651,1442,734,1458)
article-text: Ἐπίσης ἀνακοινοῦται ὅτι κατόπιν ἀποφάσεως τοῦ Διοικητικοῦ Συμβουλίου ἀποφασίσθη ἡ παράτασις τῆς προθεσμίας ὑποβολῆς δικαιολογητικῶν διά τούς ἐπιθυμοῦντας νά συμμετάσχουν εἰς τάς ἐκδηλώσεις. xyxy=(593,267,792,333)
dorea-banner: Δωρεαί xyxy=(208,827,417,864)
orm-sub: ΠΑΡΕΣΚΕΥΑΣΘΗ ΕΙΣ ΔΥΤ. ΓΕΡΜΑΝΙΑΝ xyxy=(1368,156,1539,185)
exelegi-headline: Ἐξελέγη μία Γιουγκοσλαβία διά νά μετάσχη εἰς Μα·ϊ·άμι τῶν διεθνῶν καλλιστείων xyxy=(979,922,1322,1018)
article-text: Ἐπίσης ἀνακοινοῦται ὅτι κατόπιν ἀποφάσεως τοῦ Διοικητικοῦ Συμβουλίου ἀποφασίσθη ἡ παράτασις τῆς προθεσμίας ὑποβολῆς δικαιολογητικῶν διά τούς ἐπιθυμοῦντας νά συμμετάσχουν εἰς τάς ἐκδηλώσεις. xyxy=(427,212,584,306)
article-text: Ἡ κηδεία θά γίνη σήμερον Πέμπτην καί ὥραν 4 μ.μ. ἐκ τοῦ Ἱεροῦ Ναοῦ ὅπου καί καλοῦνται οἱ συγγενεῖς καί φίλοι νά παραστοῦν. xyxy=(427,1001,584,1054)
zoiros-subhead: Ζωηρῶς ἐπευφημήθη τό ζεῦγος ὑπό κατοίκων τῆς Κοπεγχάγης xyxy=(968,173,1333,216)
column-5 xyxy=(801,57,957,2314)
article-text: Γνωστοποιεῖται ὅτι ἀπό τῆς σήμερον ἐπιστρέφει ἡ συνήθης λειτουργία τῶν γραφείων καί τῶν ὑπηρεσιῶν τῆς πόλεως καί ὑπενθυμίζεται εἰς ἅπαντας τούς ἐνδιαφερομένους ὅτι αἱ αἰτήσεις θά γίνωνται δεκταί μέχρι τέλους τοῦ μηνός. xyxy=(208,1047,417,1114)
article-text: Κατά τήν χθεσινήν συνεδρίασιν ἀπεφασίσθη ὅπως συνεχισθοῦν αἱ διαπραγματεύσεις μέ τούς ἐκπροσώπους τῶν ἐνδιαφερομένων κλάδων καί ὑποβληθοῦν αἱ σχετικαί προτάσεις εἰς τό ἁρμόδιον ὑπουργεῖον πρός ἔγκρισιν. xyxy=(1345,878,1562,945)
article-text: Γνωστοποιεῖται ὅτι ἀπό τῆς σήμερον ἐπιστρέφει ἡ συνήθης λειτουργία τῶν γραφείων καί τῶν ὑπηρεσιῶν τῆς πόλεως καί ὑπενθυμίζεται εἰς ἅπαντας τούς ἐνδιαφερομένους ὅτι αἱ αἰτήσεις θά γίνωνται δεκταί μέχρι τέλους τοῦ μηνός. xyxy=(6,781,198,862)
article-text: Ἐπίσης ἀνακοινοῦται ὅτι κατόπιν ἀποφάσεως τοῦ Διοικητικοῦ Συμβουλίου ἀποφασίσθη ἡ παράτασις τῆς προθεσμίας ὑποβολῆς δικαιολογητικῶν διά τούς ἐπιθυμοῦντας νά συμμετάσχουν εἰς τάς ἐκδηλώσεις. xyxy=(966,800,1147,880)
article-text: Κατά τήν χθεσινήν συνεδρίασιν ἀπεφασίσθη ὅπως συνεχισθοῦν αἱ διαπραγματεύσεις μέ τούς ἐκπροσώπους τῶν ἐνδιαφερομένων κλάδων καί ὑποβληθοῦν αἱ σχετικαί προτάσεις εἰς τό ἁρμόδιον ὑπουργεῖον πρός ἔγκρισιν. xyxy=(1154,1562,1335,1642)
paidiko-heading: Τό παιδικόν τμῆμα τῆς Χ.Α.Ν.Θ. xyxy=(225,1118,400,1134)
list-item: ΦΛΩΡΙΝΑ ΑΤΤΙΚΟΝ: «Τό ἔπος». xyxy=(6,1878,105,1906)
divider xyxy=(6,1585,198,1586)
list-item: ΚΑΣΤΟΡΙΑ ΟΛΥΜΠΙΑ: «Τό σκάνδαλον». xyxy=(6,1733,137,1760)
divider xyxy=(1345,821,1562,822)
divider xyxy=(1345,446,1562,447)
list-item: ΣΕΛΛΗΝΗ (Χαριλάου): «Καρναβάλι». xyxy=(6,1552,181,1564)
center-text-columns xyxy=(966,1475,1335,1733)
article-text: Κατά τήν χθεσινήν συνεδρίασιν ἀπεφασίσθη ὅπως συνεχισθοῦν αἱ διαπραγματεύσεις μέ τούς ἐκπροσώπους τῶν ἐνδιαφερομένων κλάδων καί ὑποβληθοῦν αἱ σχετικαί προτάσεις εἰς τό ἁρμόδιον ὑπουργεῖον πρός ἔγκρισιν. xyxy=(593,772,792,839)
article-text: Κατά τήν χθεσινήν συνεδρίασιν ἀπεφασίσθη ὅπως συνεχισθοῦν αἱ διαπραγματεύσεις μέ τούς ἐκπροσώπους τῶν ἐνδιαφερομένων κλάδων καί ὑποβληθοῦν αἱ σχετικαί προτάσεις εἰς τό ἁρμόδιον ὑπουργεῖον πρός ἔγκρισιν. xyxy=(208,975,417,1041)
evdromai-banner: Εὐδρομαί xyxy=(593,57,792,100)
cartoon-panels xyxy=(208,1939,584,2294)
article-text: Ἐπίσης ἀνακοινοῦται ὅτι κατόπιν ἀποφάσεως τοῦ Διοικητικοῦ Συμβουλίου ἀποφασίσθη ἡ παράτασις τῆς προθεσμίας ὑποβολῆς δικαιολογητικῶν διά τούς ἐπιθυμοῦντας νά συμμετάσχουν εἰς τάς ἐκδηλώσεις. xyxy=(6,352,198,431)
enoplon-heading: Ἐνόπλων Δυνάμεων xyxy=(259,661,367,676)
article-text: Γνωστοποιεῖται ὅτι ἀπό τῆς σήμερον ἐπιστρέφει ἡ συνήθης λειτουργία τῶν γραφείων καί τῶν ὑπηρεσιῶν τῆς πόλεως καί ὑπενθυμίζεται εἰς ἅπαντας τούς ἐνδιαφερομένους ὅτι αἱ αἰτήσεις θά γίνωνται δεκταί μέχρι τέλους τοῦ μηνός. xyxy=(6,437,198,518)
article-text: Ἐπίσης ἀνακοινοῦται ὅτι κατόπιν ἀποφάσεως τοῦ Διοικητικοῦ Συμβουλίου ἀποφασίσθη ἡ παράτασις τῆς προθεσμίας ὑποβολῆς δικαιολογητικῶν διά τούς ἐπιθυμοῦντας νά συμμετάσχουν εἰς τάς ἐκδηλώσεις. xyxy=(966,1155,1147,1235)
article-text: Κατά τήν χθεσινήν συνεδρίασιν ἀπεφασίσθη ὅπως συνεχισθοῦν αἱ διαπραγματεύσεις μέ τούς ἐκπροσώπους τῶν ἐνδιαφερομένων κλάδων καί ὑποβληθοῦν αἱ σχετικαί προτάσεις εἰς τό ἁρμόδιον ὑπουργεῖον πρός ἔγκρισιν. xyxy=(966,1069,1147,1149)
nefoskepis-heading: ΝΕΦΟΣΚΕΠΗΣ Ο ΚΑΙΡΟΣ ΜΕ ΒΡΟΧΟΠΤΩΣΕΙΣ ΚΑΙ ΤΙΝΑΣ ΚΑΤΑΙΓΙΔΑΣ xyxy=(808,739,950,801)
article-text: Κατά τήν χθεσινήν συνεδρίασιν ἀπεφασίσθη ὅπως συνεχισθοῦν αἱ διαπραγματεύσεις μέ τούς ἐκπροσώπους τῶν ἐνδιαφερομένων κλάδων καί ὑποβληθοῦν αἱ σχετικαί προτάσεις εἰς τό ἁρμόδιον ὑπουργεῖον πρός ἔγκρισιν. xyxy=(593,194,792,261)
divider xyxy=(801,1219,957,1220)
fish-left-icon xyxy=(228,2018,375,2117)
article-text: Ἐπίσης ἀνακοινοῦται ὅτι κατόπιν ἀποφάσεως τοῦ Διοικητικοῦ Συμβουλίου ἀποφασίσθη ἡ παράτασις τῆς προθεσμίας ὑποβολῆς δικαιολογητικῶν διά τούς ἐπιθυμοῦντας νά συμμετάσχουν εἰς τάς ἐκδηλώσεις. xyxy=(6,523,198,604)
a-program-heading: Α' ΠΡΟΓΡΑΜΜΑ xyxy=(259,117,367,131)
vradynei-heading: ΒΡΑΔΥΝΕΙ Η ΚΑΤΑΒΟΛΗ ΑΠΟΖΗΜΙΩΣΕΩΝ ΕΙΣ ΤΑ ΘΥΜΑΤΑ ΚΑΣΚΩΝ xyxy=(806,1054,953,1115)
article-text: Ἐπίσης ἀνακοινοῦται ὅτι κατόπιν ἀποφάσεως τοῦ Διοικητικοῦ Συμβουλίου ἀποφασίσθη ἡ παράτασις τῆς προθεσμίας ὑποβολῆς δικαιολογητικῶν διά τούς ἐπιθυμοῦντας νά συμμετάσχουν εἰς τάς ἐκδηλώσεις. xyxy=(1345,1008,1562,1061)
cartoon-caption: (Ἡ ὀρθή ἀπάντησις εἰς τήν ὀγδ σελίδα). xyxy=(316,2297,476,2308)
column-rule xyxy=(961,57,962,2314)
article-text: Κατά τήν χθεσινήν συνεδρίασιν ἀπεφασίσθη ὅπως συνεχισθοῦν αἱ διαπραγματεύσεις μέ τούς ἐκπροσώπους τῶν ἐνδιαφερομένων κλάδων καί ὑποβληθοῦν αἱ σχετικαί προτάσεις εἰς τό ἁρμόδιον ὑπουργεῖον πρός ἔγκρισιν. xyxy=(593,628,792,695)
thiasos-kicker: ΘΙΑΣΟΣ Π. ΦΥΣΣΟΥΝ xyxy=(435,97,576,111)
article-text: Ἐπίσης ἀνακοινοῦται ὅτι κατόπιν ἀποφάσεως τοῦ Διοικητικοῦ Συμβουλίου ἀποφασίσθη ἡ παράτασις τῆς προθεσμίας ὑποβολῆς δικαιολογητικῶν διά τούς ἐπιθυμοῦντας νά συμμετάσχουν εἰς τάς ἐκδηλώσεις. xyxy=(593,701,792,767)
article-text: Ἐπίσης ἀνακοινοῦται ὅτι κατόπιν ἀποφάσεως τοῦ Διοικητικοῦ Συμβουλίου ἀποφασίσθη ἡ παράτασις τῆς προθεσμίας ὑποβολῆς δικαιολογητικῶν διά τούς ἐπιθυμοῦντας νά συμμετάσχουν εἰς τάς ἐκδηλώσεις. xyxy=(6,696,198,775)
divider xyxy=(1345,562,1562,563)
article-text: Ἐπίσης ἀνακοινοῦται ὅτι κατόπιν ἀποφάσεως τοῦ Διοικητικοῦ Συμβουλίου ἀποφασίσθη ἡ παράτασις τῆς προθεσμίας ὑποβολῆς δικαιολογητικῶν διά τούς ἐπιθυμοῦντας νά συμμετάσχουν εἰς τάς ἐκδηλώσεις. xyxy=(593,1279,792,1346)
article-text: Ἐπίσης ἀνακοινοῦται ὅτι κατόπιν ἀποφάσεως τοῦ Διοικητικοῦ Συμβουλίου ἀποφασίσθη ἡ παράτασις τῆς προθεσμίας ὑποβολῆς δικαιολογητικῶν διά τούς ἐπιθυμοῦντας νά συμμετάσχουν εἰς τάς ἐκδηλώσεις. xyxy=(1154,1476,1335,1557)
article-text: Κατά τήν χθεσινήν συνεδρίασιν ἀπεφασίσθη ὅπως συνεχισθοῦν αἱ διαπραγματεύσεις μέ τούς ἐκπροσώπους τῶν ἐνδιαφερομένων κλάδων καί ὑποβληθοῦν αἱ σχετικαί προτάσεις εἰς τό ἁρμόδιον ὑπουργεῖον πρός ἔγκρισιν. xyxy=(801,1291,957,1384)
article-text: Κατά τήν χθεσινήν συνεδρίασιν ἀπεφασίσθη ὅπως συνεχισθοῦν αἱ διαπραγματεύσεις μέ τούς ἐκπροσώπους τῶν ἐνδιαφερομένων κλάδων καί ὑποβληθοῦν αἱ σχετικαί προτάσεις εἰς τό ἁρμόδιον ὑπουργεῖον πρός ἔγκρισιν. xyxy=(593,483,792,550)
deltion-heading: Τό «Δελτάδο» xyxy=(656,1534,729,1550)
divider xyxy=(1345,318,1562,319)
article-text: Κατά τήν χθεσινήν συνεδρίασιν ἀπεφασίσθη ὅπως συνεχισθοῦν αἱ διαπραγματεύσεις μέ τούς ἐκπροσώπους τῶν ἐνδιαφερομένων κλάδων καί ὑποβληθοῦν αἱ σχετικαί προτάσεις εἰς τό ἁρμόδιον ὑπουργεῖον πρός ἔγκρισιν. xyxy=(801,158,957,252)
article-text: Ἐπίσης ἀνακοινοῦται ὅτι κατόπιν ἀποφάσεως τοῦ Διοικητικοῦ Συμβουλίου ἀποφασίσθη ἡ παράτασις τῆς προθεσμίας ὑποβολῆς δικαιολογητικῶν διά τούς ἐπιθυμοῦντας νά συμμετάσχουν εἰς τάς ἐκδηλώσεις. xyxy=(427,863,584,957)
irxisan-headline: Ἤρχισαν αἱ καλλιτεχνικαί ἐκδηλώσεις τῶν «Δημητρίων» xyxy=(973,1363,1328,1425)
column-4 xyxy=(593,57,792,2314)
article-text: Κατά τήν χθεσινήν συνεδρίασιν ἀπεφασίσθη ὅπως συνεχισθοῦν αἱ διαπραγματεύσεις μέ τούς ἐκπροσώπους τῶν ἐνδιαφερομένων κλάδων καί ὑποβληθοῦν αἱ σχετικαί προτάσεις εἰς τό ἁρμόδιον ὑπουργεῖον πρός ἔγκρισιν. xyxy=(427,524,584,619)
column-rule xyxy=(588,57,589,2314)
arabes-heading: ΟΙ ΑΡΑΒΕΣ ΑΠΕΣΧΟΝ ΤΟΥ ΓΕΥΜΑΤΟΣ ΤΟΥ ΔΗΜΑΡΧΟΥ ΤΗΣ ΝΕΑΣ ΥΟΡΚΗΣ xyxy=(802,63,956,124)
divider xyxy=(801,561,957,562)
article-text: Κατά τήν χθεσινήν συνεδρίασιν ἀπεφασίσθη ὅπως συνεχισθοῦν αἱ διαπραγματεύσεις μέ τούς ἐκπροσώπους τῶν ἐνδιαφερομένων κλάδων καί ὑποβληθοῦν αἱ σχετικαί προτάσεις εἰς τό ἁρμόδιον ὑπουργεῖον πρός ἔγκρισιν. xyxy=(801,947,957,1041)
article-text: Ἐπίσης ἀνακοινοῦται ὅτι κατόπιν ἀποφάσεως τοῦ Διοικητικοῦ Συμβουλίου ἀποφασίσθη ἡ παράτασις τῆς προθεσμίας ὑποβολῆς δικαιολογητικῶν διά τούς ἐπιθυμοῦντας νά συμμετάσχουν εἰς τάς ἐκδηλώσεις. xyxy=(593,990,792,1056)
psifismata-banner: Ψηφίσματα xyxy=(208,1213,417,1249)
vraveia-heading: Βολή πυροβόλικού xyxy=(457,722,555,738)
divider xyxy=(966,1332,1335,1337)
ypevalen-heading: ΥΠΕΒΑΛΕΝ ΑΙΤΗΣΙΝ ΑΠΟΦΥΛΑΚΙΣΕΩΣ Ο ΕΙΣ ΑΓΓΛΙΑΝ ΣΥΛΛΗΦΘΕΙΣ ΕΛΛΗΝ xyxy=(1348,713,1558,759)
article-text: Κατά τήν χθεσινήν συνεδρίασιν ἀπεφασίσθη ὅπως συνεχισθοῦν αἱ διαπραγματεύσεις μέ τούς ἐκπροσώπους τῶν ἐνδιαφερομένων κλάδων καί ὑποβληθοῦν αἱ σχετικαί προτάσεις εἰς τό ἁρμόδιον ὑπουργεῖον πρός ἔγκρισιν. xyxy=(801,461,957,554)
article-text: Ἡ κηδεία θά γίνη σήμερον Πέμπτην καί ὥραν 4 μ.μ. ἐκ τοῦ Ἱεροῦ Ναοῦ ὅπου καί καλοῦνται οἱ συγγενεῖς καί φίλοι νά παραστοῦν. xyxy=(427,1235,584,1288)
article-text: Ἐπίσης ἀνακοινοῦται ὅτι κατόπιν ἀποφάσεως τοῦ Διοικητικοῦ Συμβουλίου ἀποφασίσθη ἡ παράτασις τῆς προθεσμίας ὑποβολῆς δικαιολογητικῶν διά τούς ἐπιθυμοῦντας νά συμμετάσχουν εἰς τάς ἐκδηλώσεις. xyxy=(6,1212,198,1292)
article-text: Γνωστοποιεῖται ὅτι ἀπό τῆς σήμερον ἐπιστρέφει ἡ συνήθης λειτουργία τῶν γραφείων καί τῶν ὑπηρεσιῶν τῆς πόλεως καί ὑπενθυμίζεται εἰς ἅπαντας τούς ἐνδιαφερομένους ὅτι αἱ αἰτήσεις θά γίνωνται δεκταί μέχρι τέλους τοῦ μηνός. xyxy=(6,266,198,346)
column-right xyxy=(1345,57,1562,2314)
article-text: Κατά τήν χθεσινήν συνεδρίασιν ἀπεφασίσθη ὅπως συνεχισθοῦν αἱ διαπραγματεύσεις μέ τούς ἐκπροσώπους τῶν ἐνδιαφερομένων κλάδων καί ὑποβληθοῦν αἱ σχετικαί προτάσεις εἰς τό ἁρμόδιον ὑπουργεῖον πρός ἔγκρισιν. xyxy=(208,589,417,656)
article-text: Κατά τήν χθεσινήν συνεδρίασιν ἀπεφασίσθη ὅπως συνεχισθοῦν αἱ διαπραγματεύσεις μέ τούς ἐκπροσώπους τῶν ἐνδιαφερομένων κλάδων καί ὑποβληθοῦν αἱ σχετικαί προτάσεις εἰς τό ἁρμόδιον ὑπουργεῖον πρός ἔγκρισιν. xyxy=(1154,1155,1335,1235)
article-text: Ὁ καιρός σήμερον θά εἶναι νεφοσκεπής μέ τοπικάς βροχοπτώσεις καί τινάς καταιγίδας, κυρίως εἰς τά βόρεια διαμερίσματα. Ἄνεμοι μεταβλητοί ἀσθενεῖς. Θερμοκρασία ἀμετάβλητος. xyxy=(801,804,957,884)
article-text: Ἐπίσης ἀνακοινοῦται ὅτι κατόπιν ἀποφάσεως τοῦ Διοικητικοῦ Συμβουλίου ἀποφασίσθη ἡ παράτασις τῆς προθεσμίας ὑποβολῆς δικαιολογητικῶν διά τούς ἐπιθυμοῦντας νά συμμετάσχουν εἰς τάς ἐκδηλώσεις. xyxy=(966,1562,1147,1642)
article-text: Ἐπίσης ἀνακοινοῦται ὅτι κατόπιν ἀποφάσεως τοῦ Διοικητικοῦ Συμβουλίου ἀποφασίσθη ἡ παράτασις τῆς προθεσμίας ὑποβολῆς δικαιολογητικῶν διά τούς ἐπιθυμοῦντας νά συμμετάσχουν εἰς τάς ἐκδηλώσεις. xyxy=(6,1039,198,1119)
fish-right-icon xyxy=(416,2018,563,2117)
list-item: ΡΙΟ (Ἀγγελάκη): «Φραγκλίνου». xyxy=(6,1494,151,1507)
list-item: ΑΛΕΞΑΝΔΡΕΙΑ ΑΛΕΞΑΝΔΡΟΣ: «Φυλλάδια». xyxy=(6,1616,140,1644)
arabes-sub: ΛΟΓΩ ΤΗΣ ΣΤΑΣΕΩΣ ΤΟΥ ΕΝΑΝΤΙ ΤΟΥ ΟΗΕ xyxy=(805,127,954,157)
article-text: Γνωστοποιεῖται ὅτι ἀπό τῆς σήμερον ἐπιστρέφει ἡ συνήθης λειτουργία τῶν γραφείων καί τῶν ὑπηρεσιῶν τῆς πόλεως καί ὑπενθυμίζεται εἰς ἅπαντας τούς ἐνδιαφερομένους ὅτι αἱ αἰτήσεις θά γίνωνται δεκταί μέχρι τέλους τοῦ μηνός. xyxy=(208,1322,417,1388)
divider xyxy=(801,1548,957,1549)
pollai-heading: ΠΟΛΛΑΙ ΑΡΜΟΔΙΟΤΗΤΕΣ ΕΙΧΟΝ ΠΑΡΑΣΧΕΘΗ ΕΙΣ ΤΟΝ ΡΑΝΚΟΒΙΤΣ xyxy=(809,1225,949,1287)
diadochos-headline: Η ΔΙΑΔΟΧΟΣ ΤΗΣ ΔΑΝΙΑΣ ΗΡΡΑΒΩΝΙΣΘΗ ΓΑΛΛΟΝ ΚΟΜΗΤΑ ΚΑΙ ΔΙΠΛΩΜΑΤΗΝ xyxy=(966,81,1335,171)
article-text: Κατά τήν χθεσινήν συνεδρίασιν ἀπεφασίσθη ὅπως συνεχισθοῦν αἱ διαπραγματεύσεις μέ τούς ἐκπροσώπους τῶν ἐνδιαφερομένων κλάδων καί ὑποβληθοῦν αἱ σχετικαί προτάσεις εἰς τό ἁρμόδιον ὑπουργεῖον πρός ἔγκρισιν. xyxy=(1345,1108,1562,1174)
article-text: Ἡ κηδεία θά γίνη σήμερον Πέμπτην καί ὥραν 4 μ.μ. ἐκ τοῦ Ἱεροῦ Ναοῦ ὅπου καί καλοῦνται οἱ συγγενεῖς καί φίλοι νά παραστοῦν. xyxy=(427,1117,584,1170)
center-text-columns xyxy=(966,1068,1335,1326)
divider xyxy=(1345,707,1562,708)
article-text: Ἐπίσης ἀνακοινοῦται ὅτι κατόπιν ἀποφάσεως τοῦ Διοικητικοῦ Συμβουλίου ἀποφασίσθη ἡ παράτασις τῆς προθεσμίας ὑποβολῆς δικαιολογητικῶν διά τούς ἐπιθυμοῦντας νά συμμετάσχουν εἰς τάς ἐκδηλώσεις. xyxy=(427,624,584,718)
